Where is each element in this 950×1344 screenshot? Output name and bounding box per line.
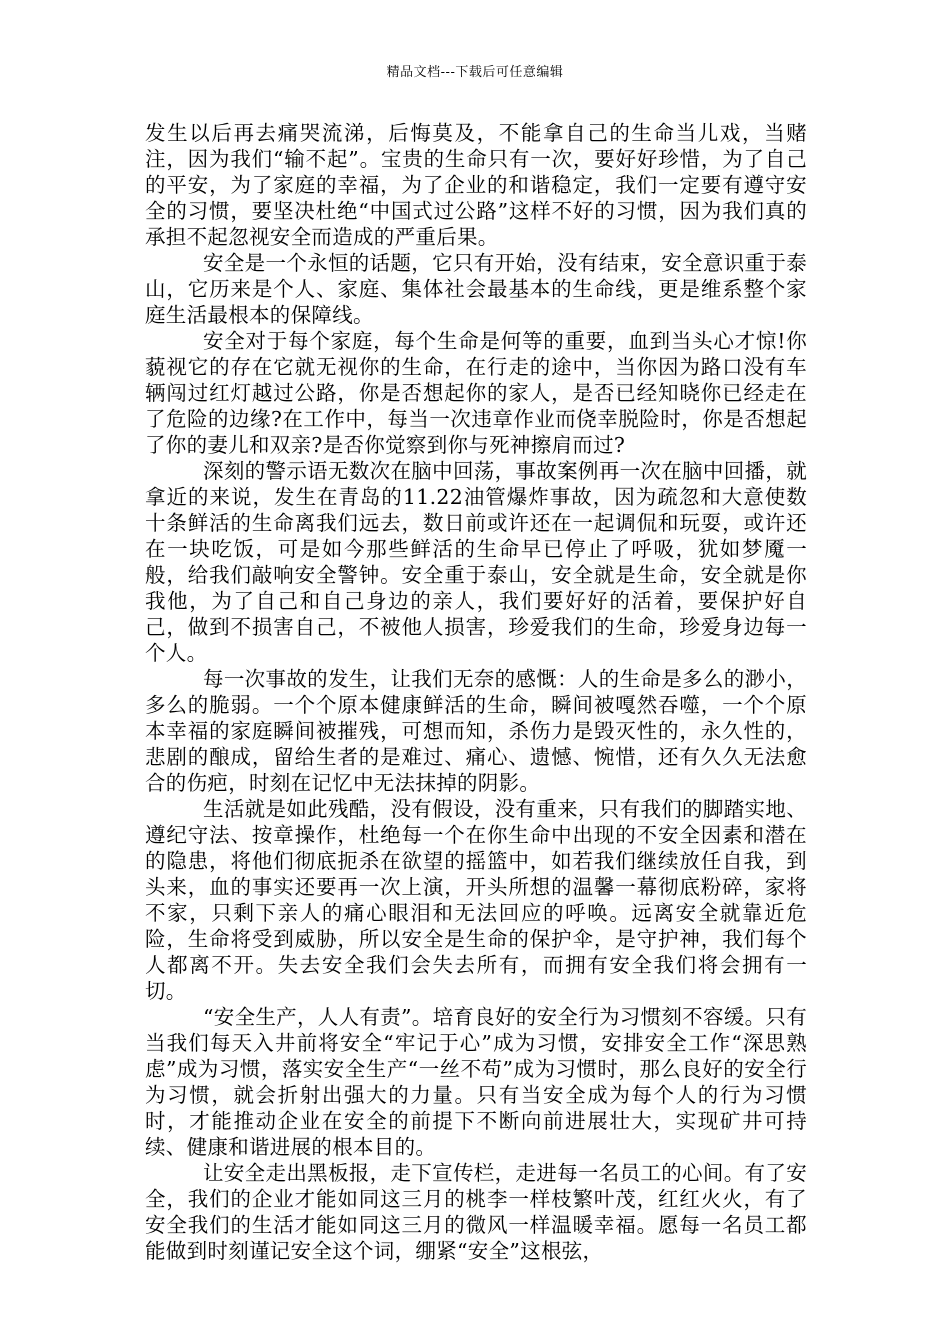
paragraph: 深刻的警示语无数次在脑中回荡，事故案例再一次在脑中回播，就拿近的来说，发生在青岛的11.22油管爆炸事故，因为疏忽和大意使数十条鲜活的生命离我们远去，数日前或许还在一起调侃和玩耍，或许还在一块吃饭，可是如今那些鲜活的生命早已停止了呼吸，犹如梦魇一般，给我们敲响安全警钟。安全重于泰山，安全就是生命，安全就是你我他，为了自己和自己身边的亲人，我们要好好的活着，要保护好自己，做到不损害自己，不被他人损害，珍爱我们的生命，珍爱身边每一个人。	[145, 459, 807, 665]
paragraph: 安全对于每个家庭，每个生命是何等的重要，血到当头心才惊!你藐视它的存在它就无视你的生命，在行走的途中，当你因为路口没有车辆闯过红灯越过公路，你是否想起你的家人，是否已经知晓你已经走在了危险的边缘?在工作中，每当一次违章作业而侥幸脱险时，你是否想起了你的妻儿和双亲?是否你觉察到你与死神擦肩而过?	[145, 329, 807, 457]
paragraph: 每一次事故的发生，让我们无奈的感慨：人的生命是多么的渺小，多么的脆弱。一个个原本健康鲜活的生命，瞬间被嘎然吞噬，一个个原本幸福的家庭瞬间被摧残，可想而知，杀伤力是毁灭性的，永久性的，悲剧的酿成，留给生者的是难过、痛心、遗憾、惋惜，还有久久无法愈合的伤疤，时刻在记忆中无法抹掉的阴影。	[145, 667, 807, 795]
paragraph: 发生以后再去痛哭流涕，后悔莫及，不能拿自己的生命当儿戏，当赌注，因为我们“输不起”。宝贵的生命只有一次，要好好珍惜，为了自己的平安，为了家庭的幸福，为了企业的和谐稳定，我们一定要有遵守安全的习惯，要坚决杜绝“中国式过公路”这样不好的习惯，因为我们真的承担不起忽视安全而造成的严重后果。	[145, 121, 807, 249]
paragraph: “安全生产，人人有责”。培育良好的安全行为习惯刻不容缓。只有当我们每天入井前将安全“牢记于心”成为习惯，安排安全工作“深思熟虑”成为习惯，落实安全生产“一丝不苟”成为习惯时，那么良好的安全行为习惯，就会折射出强大的力量。只有当安全成为每个人的行为习惯时，才能推动企业在安全的前提下不断向前进展壮大，实现矿井可持续、健康和谐进展的根本目的。	[145, 1005, 807, 1159]
document-body	[145, 120, 807, 1264]
paragraph: 安全是一个永恒的话题，它只有开始，没有结束，安全意识重于泰山，它历来是个人、家庭、集体社会最基本的生命线，更是维系整个家庭生活最根本的保障线。	[145, 251, 807, 327]
page-header: 精品文档---下载后可任意编辑	[386, 65, 564, 80]
paragraph: 让安全走出黑板报，走下宣传栏，走进每一名员工的心间。有了安全，我们的企业才能如同这三月的桃李一样枝繁叶茂，红红火火，有了安全我们的生活才能如同这三月的微风一样温暖幸福。愿每一名员工都能做到时刻谨记安全这个词，绷紧“安全”这根弦，	[145, 1161, 807, 1263]
paragraph: 生活就是如此残酷，没有假设，没有重来，只有我们的脚踏实地、遵纪守法、按章操作，杜绝每一个在你生命中出现的不安全因素和潜在的隐患，将他们彻底扼杀在欲望的摇篮中，如若我们继续放任自我，到头来，血的事实还要再一次上演，开头所想的温馨一幕彻底粉碎，家将不家，只剩下亲人的痛心眼泪和无法回应的呼唤。远离安全就靠近危险，生命将受到威胁，所以安全是生命的保护伞，是守护神，我们每个人都离不开。失去安全我们会失去所有，而拥有安全我们将会拥有一切。	[145, 797, 807, 1003]
